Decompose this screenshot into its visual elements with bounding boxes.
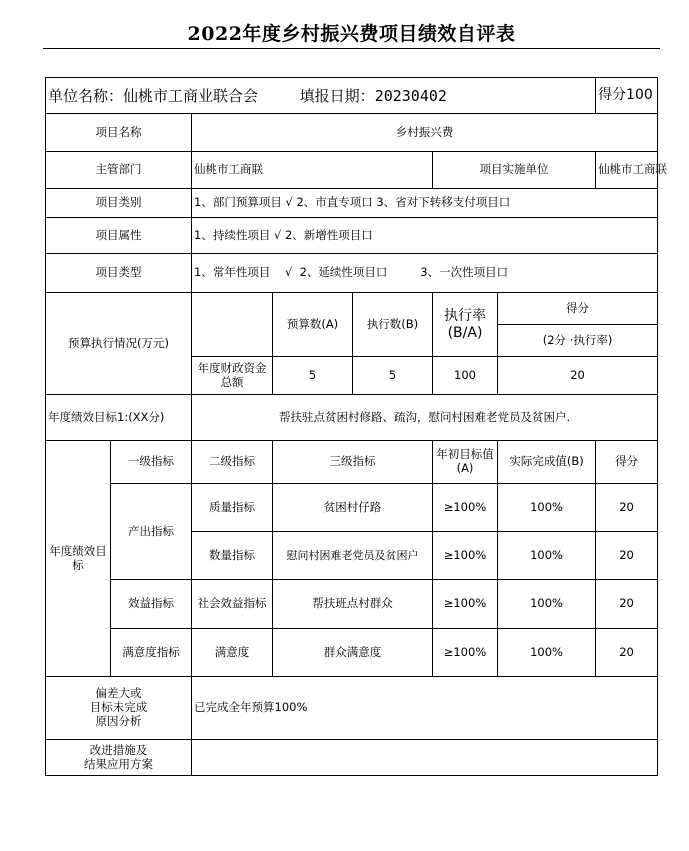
rate-header-line1: 执行率 bbox=[444, 307, 486, 324]
level2-cell: 质量指标 bbox=[192, 484, 273, 532]
actual-cell: 100% bbox=[498, 532, 596, 580]
level3-cell: 帮扶班点村群众 bbox=[273, 580, 433, 629]
level2-cell: 社会效益指标 bbox=[192, 580, 273, 629]
score-col-header: 得分 bbox=[498, 293, 658, 325]
level3-cell: 慰问村困难老党员及贫困户 bbox=[273, 532, 433, 580]
goal-value: 帮扶驻点贫困村修路、疏沟，慰问村困难老党员及贫困户. bbox=[192, 395, 658, 441]
deviation-value: 已完成全年预算100% bbox=[192, 677, 658, 740]
budget-col-header: 预算数(A) bbox=[273, 293, 353, 357]
project-name-label: 项目名称 bbox=[46, 114, 192, 152]
rate-header-line2: (B/A) bbox=[447, 324, 483, 341]
budget-blank-cell bbox=[192, 293, 273, 357]
unit-name-label: 单位名称：仙桃市工商业联合会 bbox=[48, 86, 259, 105]
score-cell: 20 bbox=[596, 580, 658, 629]
type-label: 项目类型 bbox=[46, 254, 192, 293]
header-level3: 三级指标 bbox=[273, 441, 433, 484]
deviation-label bbox=[46, 677, 192, 740]
impl-unit-label: 项目实施单位 bbox=[433, 152, 596, 189]
actual-cell: 100% bbox=[498, 484, 596, 532]
header-info-cell bbox=[46, 78, 596, 114]
rate-value: 100 bbox=[433, 357, 498, 395]
budget-value: 5 bbox=[273, 357, 353, 395]
improvement-label bbox=[46, 740, 192, 776]
improvement-value bbox=[192, 740, 658, 776]
dept-value: 仙桃市工商联 bbox=[192, 152, 433, 189]
page-title: 2022年度乡村振兴费项目绩效自评表 bbox=[187, 23, 516, 45]
level2-cell: 满意度 bbox=[192, 629, 273, 677]
score-col-subheader: (2分 ·执行率) bbox=[498, 325, 658, 357]
attribute-label: 项目属性 bbox=[46, 218, 192, 254]
deviation-label-line3: 原因分析 bbox=[95, 713, 142, 728]
header-actual: 实际完成值(B) bbox=[498, 441, 596, 484]
type-value: 1、常年性项目 √ 2、延续性项目口 3、一次性项目口 bbox=[192, 254, 658, 293]
level2-cell: 数量指标 bbox=[192, 532, 273, 580]
budget-row-label: 年度财政资金总额 bbox=[192, 357, 273, 395]
level1-satisfaction: 满意度指标 bbox=[111, 629, 192, 677]
total-score: 得分100 bbox=[596, 78, 658, 114]
level1-output: 产出指标 bbox=[111, 484, 192, 580]
improvement-label-line1: 改进措施及 bbox=[89, 742, 148, 757]
deviation-label-line1: 偏差大或 bbox=[95, 686, 142, 701]
date-value: 20230402 bbox=[374, 86, 447, 105]
level1-benefit: 效益指标 bbox=[111, 580, 192, 629]
header-level2: 二级指标 bbox=[192, 441, 273, 484]
impl-unit-value: 仙桃市工商联 bbox=[596, 152, 658, 189]
level3-cell: 群众满意度 bbox=[273, 629, 433, 677]
evaluation-table bbox=[45, 77, 668, 776]
target-cell: ≥100% bbox=[433, 580, 498, 629]
actual-cell: 100% bbox=[498, 580, 596, 629]
exec-col-header: 执行数(B) bbox=[353, 293, 433, 357]
project-name-value: 乡村振兴费 bbox=[192, 114, 658, 152]
score-cell: 20 bbox=[596, 532, 658, 580]
header-target: 年初目标值(A) bbox=[433, 441, 498, 484]
level3-cell: 贫困村仔路 bbox=[273, 484, 433, 532]
budget-score-value: 20 bbox=[498, 357, 658, 395]
score-cell: 20 bbox=[596, 484, 658, 532]
title-area bbox=[43, 20, 660, 49]
category-value: 1、部门预算项目 √ 2、市直专项口 3、省对下转移支付项目口 bbox=[192, 189, 658, 218]
deviation-label-line2: 目标未完成 bbox=[89, 700, 148, 715]
header-level1: 一级指标 bbox=[111, 441, 192, 484]
target-cell: ≥100% bbox=[433, 484, 498, 532]
goal-label: 年度绩效目标1:(XX分) bbox=[46, 395, 192, 441]
category-label: 项目类别 bbox=[46, 189, 192, 218]
target-cell: ≥100% bbox=[433, 532, 498, 580]
target-cell: ≥100% bbox=[433, 629, 498, 677]
budget-section-label: 预算执行情况(万元) bbox=[46, 293, 192, 395]
attribute-value: 1、持续性项目 √ 2、新增性项目口 bbox=[192, 218, 658, 254]
date-label: 填报日期： bbox=[299, 86, 375, 105]
dept-label: 主管部门 bbox=[46, 152, 192, 189]
indicator-section-label: 年度绩效目标 bbox=[46, 441, 111, 677]
score-cell: 20 bbox=[596, 629, 658, 677]
rate-col-header bbox=[433, 293, 498, 357]
header-score: 得分 bbox=[596, 441, 658, 484]
exec-value: 5 bbox=[353, 357, 433, 395]
actual-cell: 100% bbox=[498, 629, 596, 677]
improvement-label-line2: 结果应用方案 bbox=[84, 756, 153, 771]
